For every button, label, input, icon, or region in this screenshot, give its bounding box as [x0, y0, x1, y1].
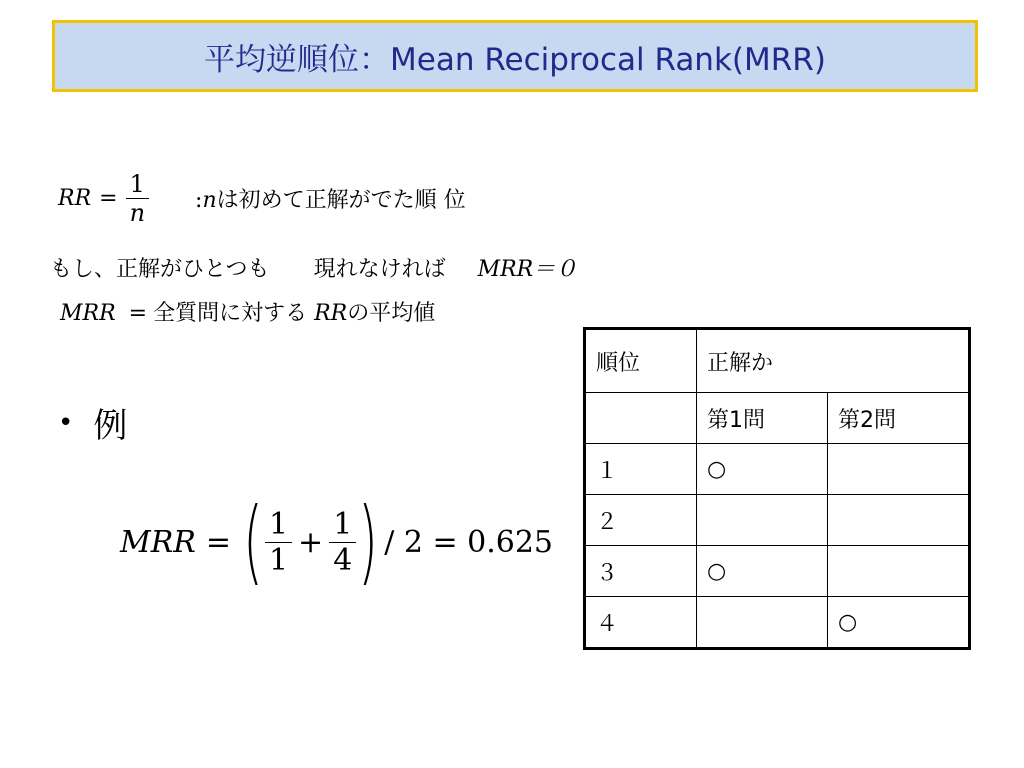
slide-title: 平均逆順位：Mean Reciprocal Rank(MRR)	[204, 41, 826, 78]
bullet-label: 例	[93, 406, 128, 446]
left-paren: (	[243, 488, 263, 595]
table-row	[585, 495, 970, 546]
subheader-q2: 第2問	[828, 393, 970, 444]
q1-cell: ○	[697, 546, 828, 597]
example-bullet	[58, 398, 127, 447]
rank-cell: ４	[585, 597, 697, 649]
header-correct: 正解か	[697, 329, 970, 393]
rr-colon: :	[195, 188, 203, 213]
q2-cell: ○	[828, 597, 970, 649]
no-answer-expr: MRR＝０	[477, 257, 578, 282]
rr-lhs: RR	[58, 186, 92, 211]
example-fraction-1	[265, 507, 292, 578]
subheader-q1: 第1問	[697, 393, 828, 444]
title-banner	[52, 20, 978, 92]
q2-cell	[828, 444, 970, 495]
mrr-def-text2: の平均値	[347, 301, 436, 326]
mrr-definition	[60, 296, 435, 327]
example-lhs: MRR	[120, 524, 196, 560]
example-formula	[120, 488, 554, 595]
no-answer-part1: もし、正解がひとつも	[50, 257, 270, 282]
rr-description-line	[195, 183, 466, 214]
rr-equals: =	[99, 186, 118, 211]
rr-fraction	[126, 170, 149, 227]
rr-formula	[58, 170, 466, 227]
subheader-empty	[585, 393, 697, 444]
no-answer-part2: 現れなければ	[313, 257, 446, 282]
mrr-def-rr: RR	[314, 301, 348, 326]
example-f2-den: 4	[333, 542, 353, 578]
example-f1-num: 1	[268, 506, 289, 542]
rank-cell: ２	[585, 495, 697, 546]
mrr-def-text1: 全質問に対する	[153, 301, 308, 326]
right-paren: )	[358, 488, 379, 595]
q1-cell: ○	[697, 444, 828, 495]
bullet-dot: •	[58, 407, 74, 438]
q1-cell	[697, 597, 828, 649]
rank-table	[583, 327, 971, 650]
example-tail: / 2 = 0.625	[384, 524, 554, 560]
rr-var-n: n	[202, 188, 217, 213]
header-rank: 順位	[585, 329, 697, 393]
no-answer-line	[50, 252, 577, 283]
table-row	[585, 444, 970, 495]
table-row	[585, 546, 970, 597]
example-f1-den: 1	[268, 542, 289, 578]
rr-denominator: n	[129, 199, 146, 227]
example-plus: +	[298, 524, 324, 560]
q2-cell	[828, 495, 970, 546]
mrr-def-equals: =	[128, 301, 148, 326]
table-header-row	[585, 329, 970, 393]
table-row	[585, 597, 970, 649]
rank-cell: ３	[585, 546, 697, 597]
q2-cell	[828, 546, 970, 597]
q1-cell	[697, 495, 828, 546]
example-equals: =	[205, 524, 232, 560]
example-fraction-2	[329, 507, 356, 578]
table-subheader-row	[585, 393, 970, 444]
rr-numerator: 1	[129, 170, 145, 198]
rr-description: は初めて正解がでた順 位	[216, 188, 466, 213]
example-f2-num: 1	[333, 506, 353, 542]
rank-cell: １	[585, 444, 697, 495]
mrr-def-lhs: MRR	[60, 301, 116, 326]
